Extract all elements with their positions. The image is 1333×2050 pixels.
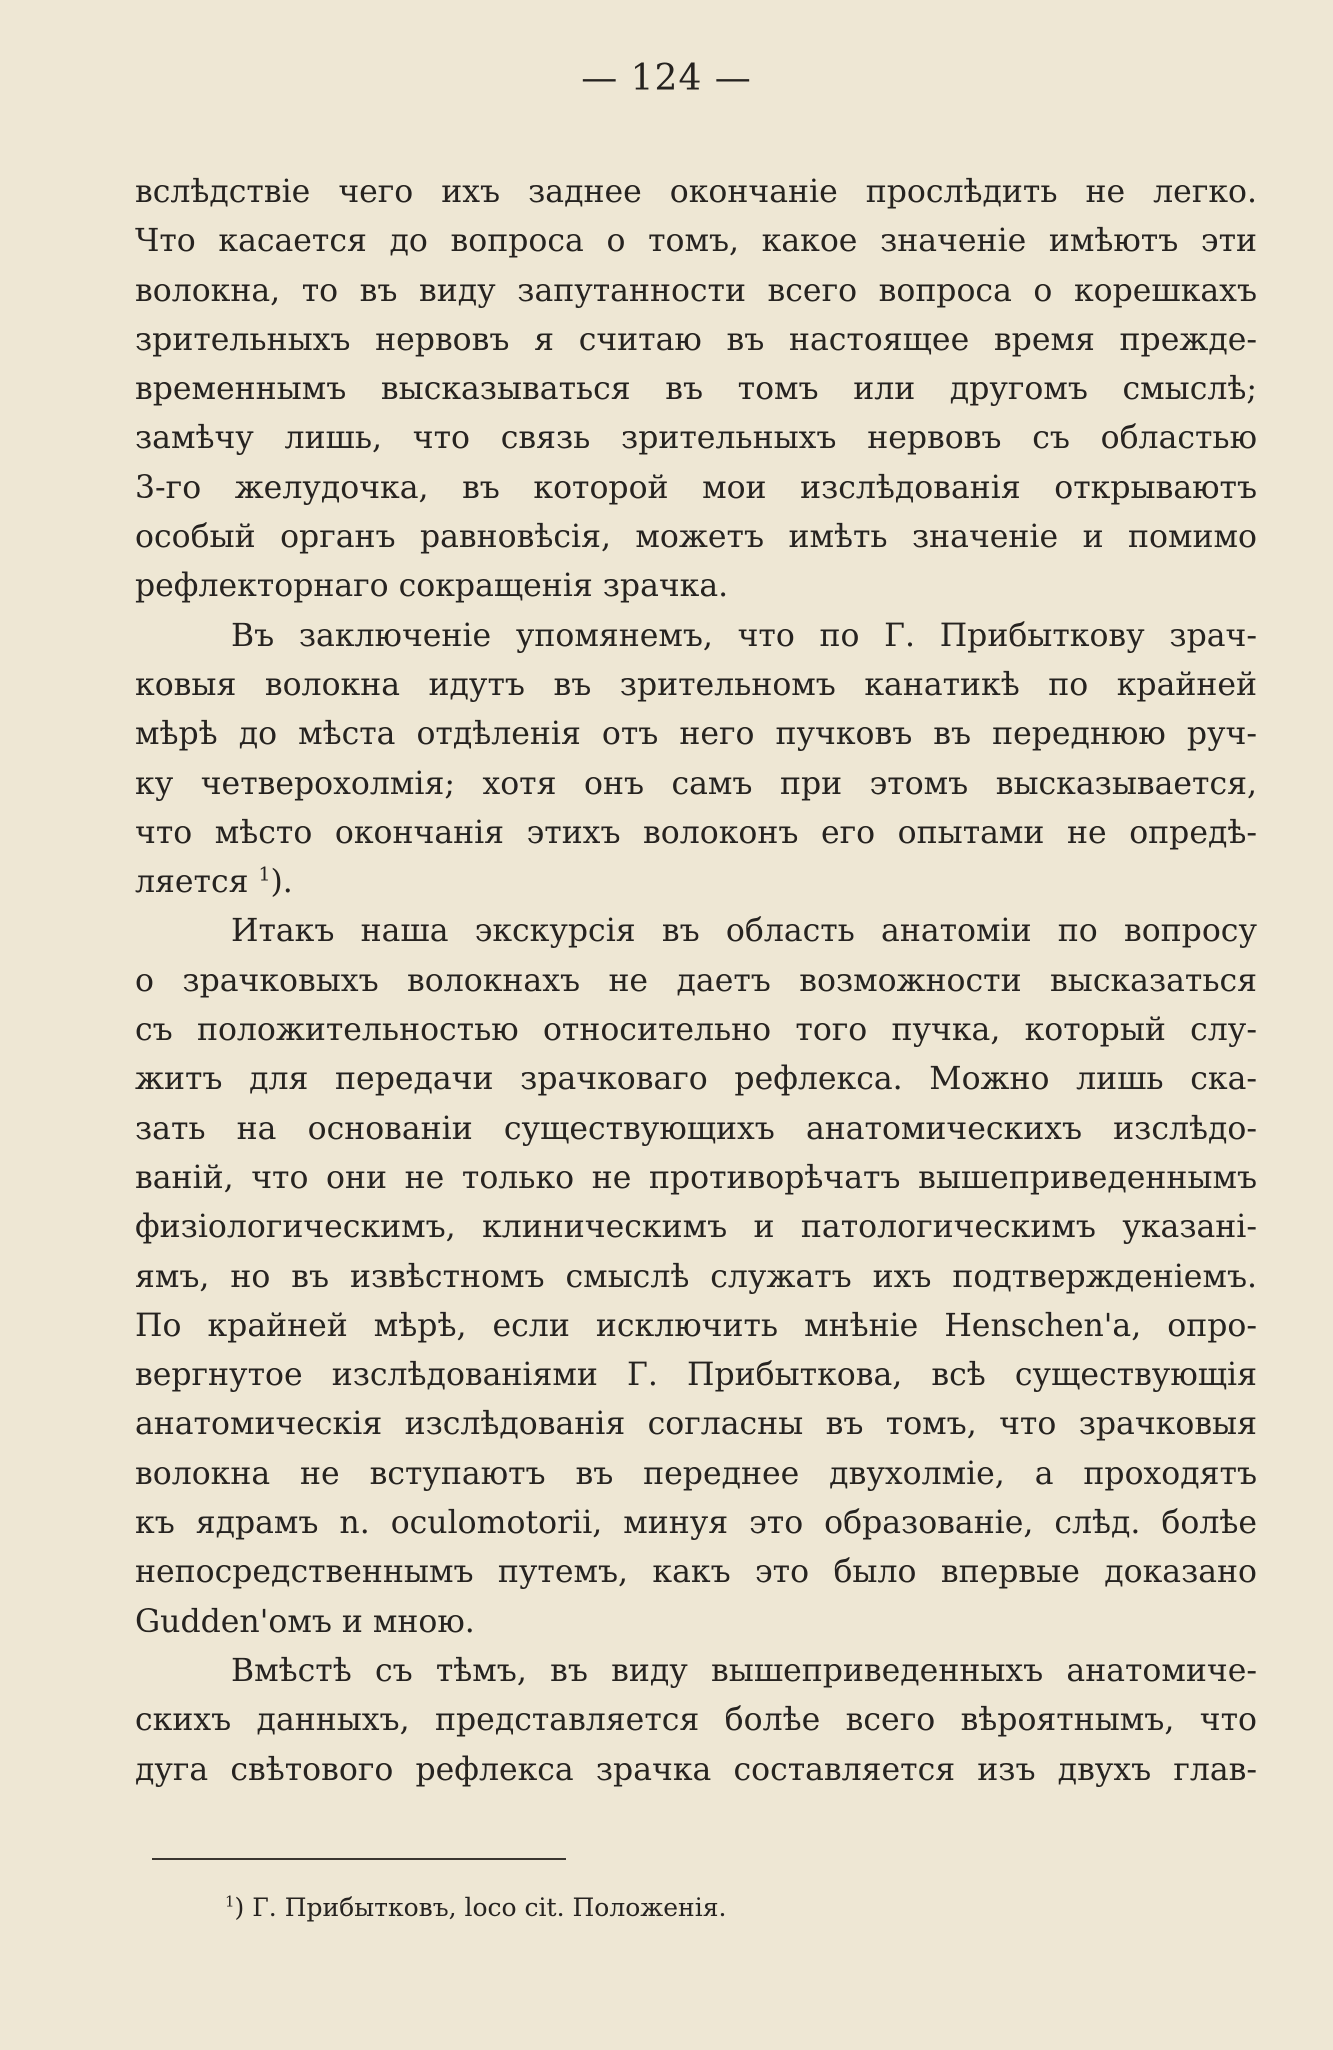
text-line: вергнутое изслѣдованіями Г. Прибыткова, всѣ существующія [135,1357,1257,1394]
text-line: Что касается до вопроса о томъ, какое значеніе имѣютъ эти [135,223,1257,260]
text-line: Gudden'омъ и мною. [135,1603,475,1640]
body-text [135,168,1257,1795]
footnote-marker: 1 [225,1892,235,1911]
text-fragment: ляется [135,864,249,901]
text-line: Итакъ наша экскурсія въ область анатоміи по вопросу [231,913,1257,950]
text-line [135,858,1257,907]
paragraph-3 [135,907,1257,1646]
paragraph-2 [135,612,1257,908]
footnote [225,1888,726,1928]
text-line: особый органъ равновѣсія, можетъ имѣть значеніе и помимо [135,519,1257,556]
footnote-reference: 1 [258,863,271,886]
text-line: что мѣсто окончанія этихъ волоконъ его опытами не опредѣ- [135,814,1257,851]
text-line: Вмѣстѣ съ тѣмъ, въ виду вышеприведенныхъ анатомиче- [231,1652,1257,1689]
text-line: скихъ данныхъ, представляется болѣе всего вѣроятнымъ, что [135,1702,1257,1739]
text-line: мѣрѣ до мѣста отдѣленія отъ него пучковъ въ переднюю руч- [135,716,1257,753]
text-line: Въ заключеніе упомянемъ, что по Г. Прибыткову зрач- [231,617,1257,654]
text-line: волокна, то въ виду запутанности всего вопроса о корешкахъ [135,272,1257,309]
text-line: По крайней мѣрѣ, если исключить мнѣніе Henschen'а, опро- [135,1307,1257,1344]
footnote-text: ) Г. Прибытковъ, loco cit. Положенія. [234,1893,727,1922]
text-fragment: ). [270,864,293,901]
text-line: ку четверохолмія; хотя онъ самъ при этомъ высказывается, [135,765,1257,802]
text-line: 3-го желудочка, въ которой мои изслѣдованія открываютъ [135,469,1257,506]
text-line: ваній, что они не только не противорѣчатъ вышеприведеннымъ [135,1159,1257,1196]
text-line: анатомическія изслѣдованія согласны въ томъ, что зрачковыя [135,1406,1257,1443]
page-number: — 124 — [581,58,752,99]
text-line: волокна не вступаютъ въ переднее двухолміе, а проходятъ [135,1455,1257,1492]
text-line: временнымъ высказываться въ томъ или другомъ смыслѣ; [135,371,1257,408]
footnote-divider [152,1858,566,1860]
text-line: зрительныхъ нервовъ я считаю въ настоящее время прежде- [135,321,1257,358]
paragraph-4 [135,1647,1257,1795]
text-line: рефлекторнаго сокращенія зрачка. [135,568,729,605]
text-line: къ ядрамъ n. oculomotorii, минуя это образованіе, слѣд. болѣе [135,1505,1257,1542]
paragraph-1 [135,168,1257,612]
text-line: физіологическимъ, клиническимъ и патологическимъ указані- [135,1209,1257,1246]
text-line: о зрачковыхъ волокнахъ не даетъ возможности высказаться [135,962,1257,999]
text-line: ковыя волокна идутъ въ зрительномъ канатикѣ по крайней [135,666,1257,703]
text-line: непосредственнымъ путемъ, какъ это было впервые доказано [135,1554,1257,1591]
text-line: съ положительностью относительно того пучка, который слу- [135,1012,1257,1049]
text-line: ямъ, но въ извѣстномъ смыслѣ служатъ ихъ подтвержденіемъ. [135,1258,1257,1295]
text-line: замѣчу лишь, что связь зрительныхъ нервовъ съ областью [135,420,1257,457]
text-line: житъ для передачи зрачковаго рефлекса. Можно лишь ска- [135,1061,1257,1098]
text-line: зать на основаніи существующихъ анатомическихъ изслѣдо- [135,1110,1257,1147]
text-line: дуга свѣтового рефлекса зрачка составляется изъ двухъ глав- [135,1751,1257,1788]
text-line: вслѣдствіе чего ихъ заднее окончаніе прослѣдить не легко. [135,174,1257,210]
